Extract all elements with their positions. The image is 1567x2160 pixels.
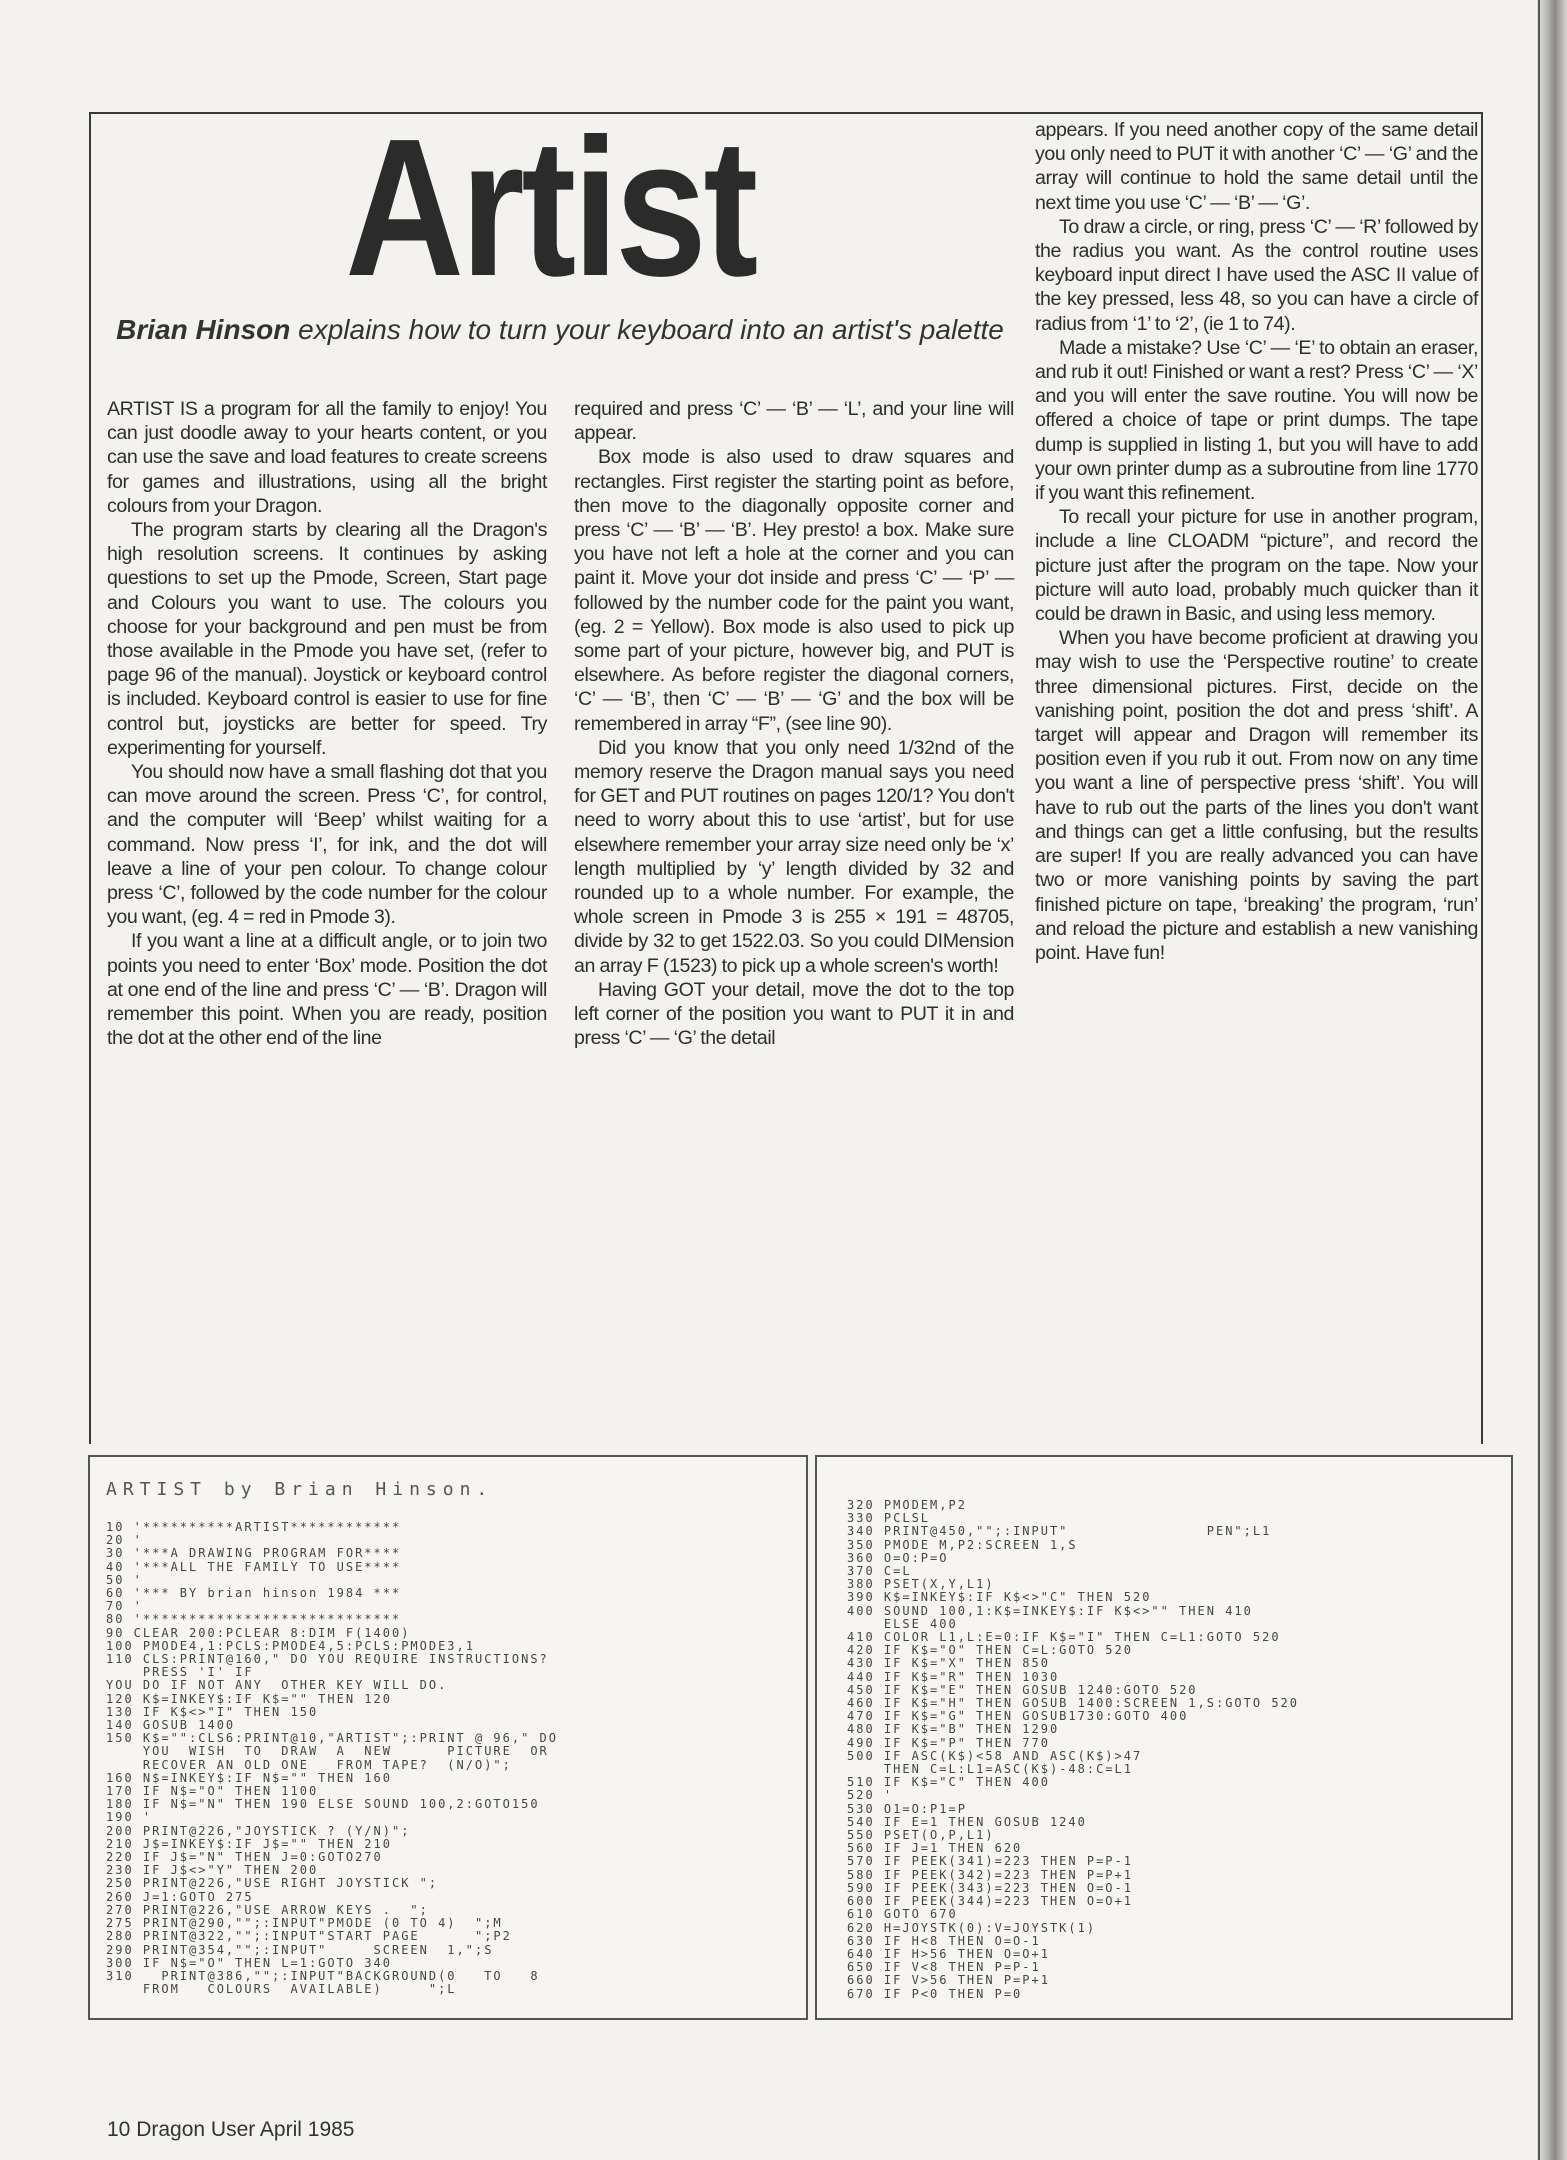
paragraph: Box mode is also used to draw squares and rectangles. First register the starting point as before, then move to the diagonally opposite corner and press ‘C’ — ‘B’ — ‘B’. Hey presto! a box. Make sure you have not left a hole at the corner and you can paint it. Move your dot inside and press ‘C’ — ‘P’ — followed by the number code for the paint you want, (eg. 2 = Yellow). Box mode is also used to pick up some part of your picture, however big, and PUT is elsewhere. As before register the diagonal corners, ‘C’ — ‘B’, then ‘C’ — ‘B’ — ‘G’ and the box will be remembered in array “F”, (see line 90). [574,446,1014,735]
page-edge-line [1538,0,1540,2160]
code-block: 10 '**********ARTIST************ 20 ' 30 '***A DRAWING PROGRAM FOR**** 40 '***ALL THE FAMILY TO USE**** 50 ' 60 '*** BY brian hinson 1984 *** 70 ' 80 '**************************** 90 CLEAR 200:PCLEAR 8:DIM F(1400) 100 PMODE4,1:PCLS:PMODE4,5:PCLS:PMODE3,1 110 CLS:PRINT@160," DO YOU REQUIRE INSTRUCTIONS? PRESS 'I' IF YOU DO IF NOT ANY OTHER KEY WILL DO. 120 K$=INKEY$:IF K$="" THEN 120 130 IF K$<>"I" THEN 150 140 GOSUB 1400 150 K$="":CLS6:PRINT@10,"ARTIST";:PRINT @ 96," DO YOU WISH TO DRAW A NEW PICTURE OR RECOVER AN OLD ONE FROM TAPE? (N/O)"; 160 N$=INKEY$:IF N$="" THEN 160 170 IF N$="O" THEN 1100 180 IF N$="N" THEN 190 ELSE SOUND 100,2:GOTO150 190 ' 200 PRINT@226,"JOYSTICK ? (Y/N)"; 210 J$=INKEY$:IF J$="" THEN 210 220 IF J$="N" THEN J=0:GOTO270 230 IF J$<>"Y" THEN 200 250 PRINT@226,"USE RIGHT JOYSTICK "; 260 J=1:GOTO 275 270 PRINT@226,"USE ARROW KEYS . "; 275 PRINT@290,"";:INPUT"PMODE (0 TO 4) ";M 280 PRINT@322,"";:INPUT"START PAGE ";P2 290 PRINT@354,"";:INPUT" SCREEN 1,";S 300 IF N$="O" THEN L=1:GOTO 340 310 PRINT@386,"";:INPUT"BACKGROUND(0 TO 8 FROM COLOURS AVAILABLE) ";L [106,1520,559,1997]
article-standfirst [110,313,1010,346]
paragraph: required and press ‘C’ — ‘B’ — ‘L’, and your line will appear. [574,398,1014,445]
standfirst-text: explains how to turn your keyboard into an artist's palette [298,314,1004,345]
paragraph: Did you know that you only need 1/32nd of the memory reserve the Dragon manual says you need for GET and PUT routines on pages 120/1? You don't need to worry about this to use ‘artist’, but for use elsewhere remember your array size need only be ‘x’ length multiplied by ‘y’ length divided by 32 and rounded up to a whole number. For example, the whole screen in Pmode 3 is 255 × 191 = 48705, divide by 32 to get 1522.03. So you could DIMension an array F (1523) to pick up a whole screen's worth! [574,736,1014,977]
page-footer: 10 Dragon User April 1985 [107,2118,355,2141]
article-column-1 [107,397,547,1050]
paragraph: appears. If you need another copy of the same detail you only need to PUT it with another ‘C’ — ‘G’ and the array will continue to hold the same detail until the next time you use ‘C’ — ‘B’ — ‘G’. [1035,119,1478,214]
page-spine-shadow [1537,0,1567,2160]
paragraph: When you have become proficient at drawing you may wish to use the ‘Perspective routine’ to create three dimensional pictures. First, decide on the vanishing point, position the dot and press ‘shift’. A target will appear and Dragon will remember its position even if you rub it out. From now on any time you want a line of perspective press ‘shift’. You will have to rub out the parts of the lines you don't want and things can get a little confusing, but the results are super! If you are really advanced you can have two or more vanishing points by saving the part finished picture on tape, ‘breaking’ the program, ‘run’ and reload the picture and establish a new vanishing point. Have fun! [1035,627,1478,964]
program-listing-left [88,1455,808,2020]
paragraph: To recall your picture for use in another program, include a line CLOADM “picture”, and record the picture just after the program on the tape. Now your picture will auto load, probably much quicker than it could be drawn in Basic, and using less memory. [1035,506,1478,626]
listing-title: ARTIST by Brian Hinson. [106,1479,494,1500]
paragraph: Having GOT your detail, move the dot to the top left corner of the position you want to PUT it in and press ‘C’ — ‘G’ the detail [574,978,1014,1050]
paragraph: Made a mistake? Use ‘C’ — ‘E’ to obtain an eraser, and rub it out! Finished or want a rest? Press ‘C’ — ‘X’ and you will enter the save routine. You will now be offered a choice of tape or print dumps. The tape dump is supplied in listing 1, but you will have to add your own printer dump as a subroutine from line 1770 if you want this refinement. [1035,336,1478,505]
code-block: 320 PMODEM,P2 330 PCLSL 340 PRINT@450,"";:INPUT" PEN";L1 350 PMODE M,P2:SCREEN 1,S 360 O=O:P=O 370 C=L 380 PSET(X,Y,L1) 390 K$=INKEY$:IF K$<>"C" THEN 520 400 SOUND 100,1:K$=INKEY$:IF K$<>"" THEN 410 ELSE 400 410 COLOR L1,L:E=0:IF K$="I" THEN C=L1:GOTO 520 420 IF K$="O" THEN C=L:GOTO 520 430 IF K$="X" THEN 850 440 IF K$="R" THEN 1030 450 IF K$="E" THEN GOSUB 1240:GOTO 520 460 IF K$="H" THEN GOSUB 1400:SCREEN 1,S:GOTO 520 470 IF K$="G" THEN GOSUB1730:GOTO 400 480 IF K$="B" THEN 1290 490 IF K$="P" THEN 770 500 IF ASC(K$)<58 AND ASC(K$)>47 THEN C=L:L1=ASC(K$)-48:C=L1 510 IF K$="C" THEN 400 520 ' 530 O1=O:P1=P 540 IF E=1 THEN GOSUB 1240 550 PSET(O,P,L1) 560 IF J=1 THEN 620 570 IF PEEK(341)=223 THEN P=P-1 580 IF PEEK(342)=223 THEN P=P+1 590 IF PEEK(343)=223 THEN O=O-1 600 IF PEEK(344)=223 THEN O=O+1 610 GOTO 670 620 H=JOYSTK(0):V=JOYSTK(1) 630 IF H<8 THEN O=O-1 640 IF H>56 THEN O=O+1 650 IF V<8 THEN P=P-1 660 IF V>56 THEN P=P+1 670 IF P<0 THEN P=0 [847,1498,1300,2001]
paragraph: You should now have a small flashing dot that you can move around the screen. Press ‘C’, for control, and the computer will ‘Beep’ whilst waiting for a command. Now press ‘I’, for ink, and the dot will leave a line of your pen colour. To change colour press ‘C’, followed by the code number for the colour you want, (eg. 4 = red in Pmode 3). [107,761,547,929]
paragraph: The program starts by clearing all the Dragon's high resolution screens. It continues by asking questions to set up the Pmode, Screen, Start page and Colours you want to use. The colours you choose for your background and pen must be from those available in the Pmode you have set, (refer to page 96 of the manual). Joystick or keyboard control is included. Keyboard control is easier to use for fine control but, joysticks are better for speed. Try experimenting for yourself. [107,519,547,759]
paragraph: If you want a line at a difficult angle, or to join two points you need to enter ‘Box’ mode. Position the dot at one end of the line and press ‘C’ — ‘B’. Dragon will remember this point. When you are ready, position the dot at the other end of the line [107,930,547,1050]
program-listing-right [815,1455,1513,2020]
article-title: Artist [345,98,755,317]
paragraph: ARTIST IS a program for all the family to enjoy! You can just doodle away to your hearts content, or you can use the save and load features to create screens for games and illustrations, using all the bright colours from your Dragon. [107,398,547,517]
article-column-3 [1035,118,1478,965]
paragraph: To draw a circle, or ring, press ‘C’ — ‘R’ followed by the radius you want. As the control routine uses keyboard input direct I have used the ASC II value of the key pressed, less 48, so you can have a circle of radius from ‘1’ to ‘2’, (ie 1 to 74). [1035,215,1478,335]
article-column-2 [574,397,1014,1050]
author-name: Brian Hinson [116,314,291,345]
